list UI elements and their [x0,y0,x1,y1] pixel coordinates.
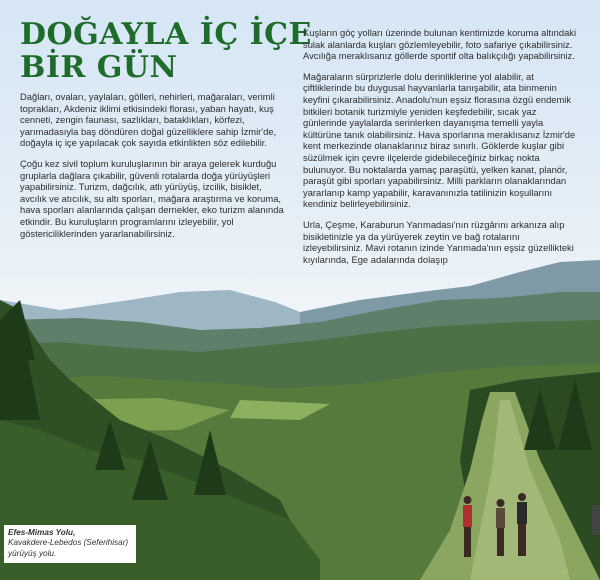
paragraph: Urla, Çeşme, Karaburun Yarımadası'nın rüzgârını arkanıza alıp bisikletinizle ya da yürüyerek zeytin ve bağ rotalarını izleyebilirsiniz. Mavi rotanın izinde Yarımada'nın eşsiz güzellikteki kıyılarında, Ege adalarında dolaşıp [303,218,574,265]
paragraph: Mağaraların sürprizlerle dolu derinliklerine yol alabilir, at çiftliklerinde bu duygusal hayvanlarla tanışabilir, ata binmenin keyfini çıkarabilirsiniz. Anadolu'nun eşsiz florasına özgü endemik bitkileri botanik turizmiyle yeniden keşfedebilir, sıcak yaz günlerinde yaylalarda serinlerken dayanışma temelli yayla kültürüne tanık olabilirsiniz. Hava sporlarına meraklısanız İzmir'de kent merkezinde olanaklarınız biraz sınırlı. Göklerde kuşlar gibi süzülmek için çevre ilçelerde gidebileceğiniz birkaç nokta bulunuyor. Bu noktalarda yamaç paraşütü, yelken kanat, planör, paraşüt gibi sporları yapabilirsiniz. Milli parkların olanaklarından yararlanıp kamp yapabilir, karavanınızla tatilinizin koşullarını kendiniz belirleyebilirsiniz. [303,70,576,210]
caption-text: Kavakdere-Lebedos (Seferihisar) yürüyüş yolu. [8,538,129,558]
title-line-1: DOĞAYLA İÇ İÇE [20,17,312,52]
photo-caption [4,525,136,563]
paragraph: Kuşların göç yolları üzerinde bulunan kentimizde koruma altındaki sulak alanlarda kuşları gözlemleyebilir, foto safariye çıkabilirsiniz. Avcılığa meraklısanız göllerde sportif olta balıkçılığı yapabilirsiniz. [303,27,577,62]
caption-title: Efes-Mimas Yolu, [8,528,76,537]
right-text-column [303,27,579,274]
left-text-column [20,91,286,248]
paragraph: Dağları, ovaları, yaylaları, gölleri, nehirleri, mağaraları, verimli toprakları, Akdeniz iklimi etkisindeki florası, yaban hayatı, kuş cenneti, zengin faunası, sazlıkları, bataklıkları, körfezi, yarımadasıyla baş döndüren doğal güzelliklere sahip İzmir'de, doğayla iç içe yapılacak çok sayıda etkinlikten söz edilebilir. [20,91,277,149]
title-line-2: BİR GÜN [20,50,178,85]
paragraph: Çoğu kez sivil toplum kuruluşlarının bir araya gelerek kurduğu gruplarla dağlara çıkabilir, güvenli rotalarda doğa yürüyüşleri yapabilirsiniz. Turizm, dağcılık, atlı yürüyüş, izcilik, bisiklet, avcılık ve atıcılık, su altı sporları, mağara araştırma ve koruma, hava sporları alanlarında çalışan dernekler, eko turizm alanında etkindir. Bu kuruluşların programlarını izleyebilir, yol göstericiliklerinden yararlanabilirsiniz. [20,157,284,239]
page-title [20,18,312,84]
